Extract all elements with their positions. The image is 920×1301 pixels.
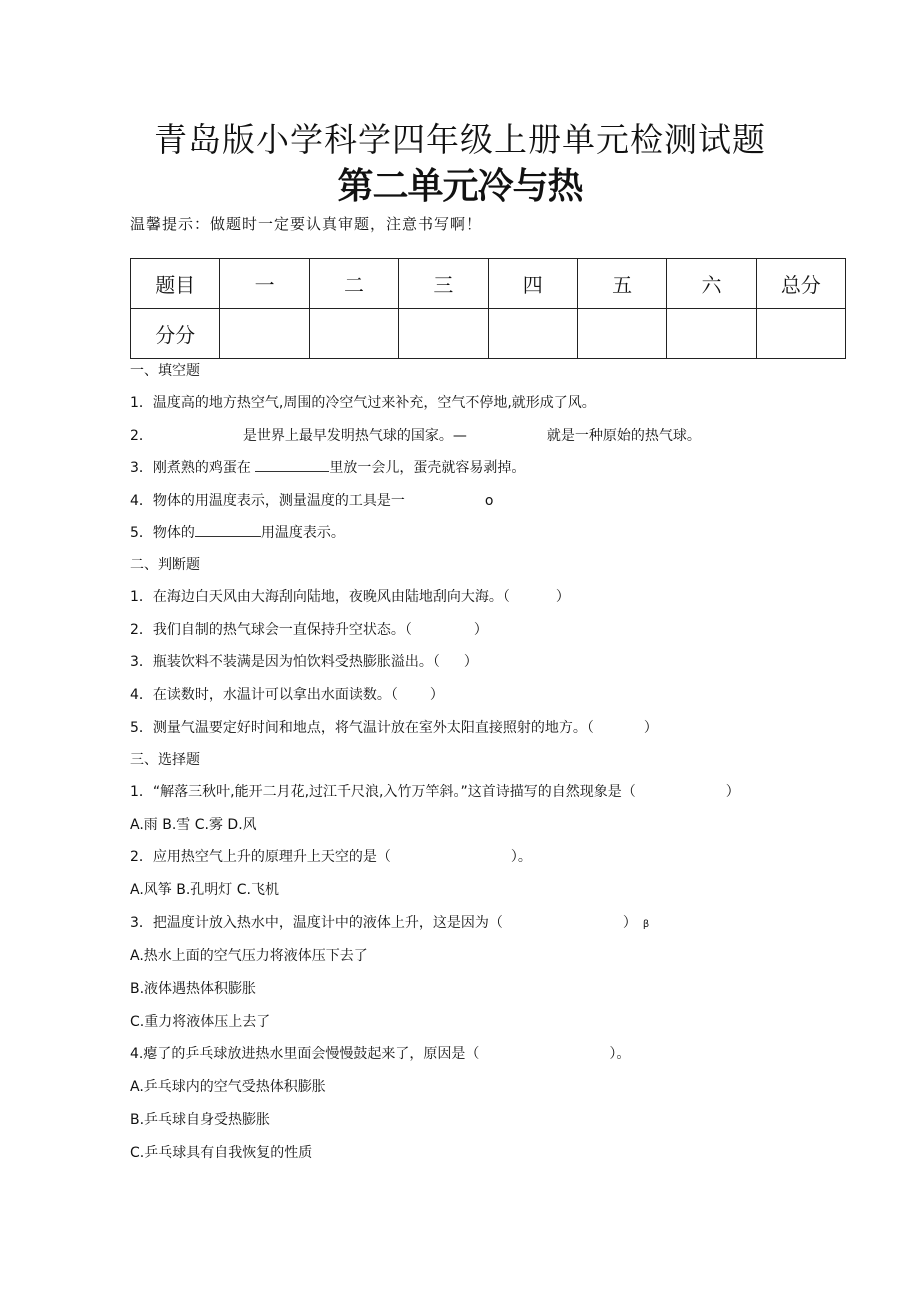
choice-q4-option-b: B.乒乓球自身受热膨胀 [130, 1112, 271, 1128]
section-judge-heading: 二、判断题 [130, 557, 200, 573]
judge-q1-close: ） [555, 589, 570, 605]
fill-q4-text: 4．物体的用温度表示，测量温度的工具是一 [130, 493, 405, 509]
fill-q3-tail: 里放一会儿，蛋壳就容易剥掉。 [329, 460, 526, 476]
main-title: 青岛版小学科学四年级上册单元检测试题 [154, 120, 766, 159]
choice-question-3 [130, 912, 649, 932]
fill-q5-blank[interactable] [195, 524, 261, 537]
judge-question-3 [130, 651, 478, 671]
choice-q4-option-c: C.乒乓球具有自我恢复的性质 [130, 1145, 313, 1161]
score-table [130, 258, 846, 359]
choice-q1-options: A.雨 B.雪 C.雾 D.风 [130, 817, 257, 833]
fill-q2-text: 是世界上最早发明热气球的国家。— [242, 428, 467, 444]
score-cell-6: 六 [667, 259, 756, 309]
score-entry-2[interactable] [309, 309, 398, 359]
judge-q4-text: 4．在读数时，水温计可以拿出水面读数。（ [130, 687, 398, 703]
score-cell-total: 总分 [756, 259, 845, 309]
score-cell-label: 题目 [131, 259, 220, 309]
judge-q4-close: ） [429, 687, 444, 703]
score-cell-1: 一 [220, 259, 309, 309]
score-cell-2: 二 [309, 259, 398, 309]
choice-q2-options: A.风筝 B.孔明灯 C.飞机 [130, 882, 279, 898]
score-entry-1[interactable] [220, 309, 309, 359]
choice-q3-text: 3．把温度计放入热水中，温度计中的液体上升，这是因为（ [130, 915, 503, 931]
fill-q4-tail: o [484, 493, 494, 509]
choice-q3-option-c: C.重力将液体压上去了 [130, 1014, 271, 1030]
fill-question-3 [130, 457, 525, 477]
choice-q4-option-a: A.乒乓球内的空气受热体积膨胀 [130, 1079, 326, 1095]
fill-q5-tail: 用温度表示。 [260, 525, 345, 541]
fill-q3-blank[interactable] [255, 459, 329, 472]
score-row-label: 分分 [131, 309, 220, 359]
fill-q5-text: 5．物体的 [130, 525, 195, 541]
choice-question-2 [130, 846, 532, 866]
score-cell-3: 三 [399, 259, 488, 309]
choice-q3-close: ） [622, 915, 637, 931]
fill-question-4 [130, 490, 493, 510]
choice-q3-option-a: A.热水上面的空气压力将液体压下去了 [130, 948, 368, 964]
judge-q2-text: 2．我们自制的热气球会一直保持升空状态。（ [130, 622, 412, 638]
tip-text: 温馨提示：做题时一定要认真审题，注意书写啊！ [130, 215, 483, 233]
judge-q2-close: ） [473, 622, 488, 638]
judge-q3-close: ） [463, 654, 478, 670]
choice-question-1 [130, 781, 740, 801]
fill-q2-number: 2． [130, 428, 153, 444]
score-entry-total[interactable] [756, 309, 845, 359]
choice-q1-text: 1．“解落三秋叶,能开二月花,过江千尺浪,入竹万竿斜。”这首诗描写的自然现象是（ [130, 784, 636, 800]
choice-question-4 [130, 1043, 630, 1063]
choice-q2-close: ）。 [510, 849, 532, 865]
fill-q2-tail: 就是一种原始的热气球。 [546, 428, 701, 444]
choice-q3-mark: β [642, 919, 650, 930]
section-choice-heading: 三、选择题 [130, 752, 200, 768]
section-fill-heading: 一、填空题 [130, 363, 200, 379]
fill-q3-text: 3．刚煮熟的鸡蛋在 [130, 460, 251, 476]
judge-question-4 [130, 684, 444, 704]
score-cell-4: 四 [488, 259, 577, 309]
score-entry-4[interactable] [488, 309, 577, 359]
fill-question-2 [130, 425, 701, 445]
judge-question-5 [130, 717, 658, 737]
choice-q3-option-b: B.液体遇热体积膨胀 [130, 981, 257, 997]
score-entry-5[interactable] [577, 309, 666, 359]
sub-title: 第二单元冷与热 [337, 166, 583, 207]
choice-q4-text: 4.瘪了的乒乓球放进热水里面会慢慢鼓起来了，原因是（ [130, 1046, 480, 1062]
score-table-header-row [131, 259, 846, 309]
judge-q3-text: 3．瓶装饮料不装满是因为怕饮料受热膨胀溢出。（ [130, 654, 440, 670]
fill-question-5 [130, 522, 345, 542]
score-cell-5: 五 [577, 259, 666, 309]
fill-question-1: 1．温度高的地方热空气,周围的冷空气过来补充，空气不停地,就形成了风。 [130, 395, 596, 411]
judge-q5-close: ） [643, 720, 658, 736]
score-table-score-row [131, 309, 846, 359]
judge-q5-text: 5．测量气温要定好时间和地点，将气温计放在室外太阳直接照射的地方。（ [130, 720, 594, 736]
score-entry-3[interactable] [399, 309, 488, 359]
choice-q2-text: 2．应用热空气上升的原理升上天空的是（ [130, 849, 391, 865]
choice-q1-close: ） [725, 784, 740, 800]
judge-q1-text: 1．在海边白天风由大海刮向陆地，夜晚风由陆地刮向大海。（ [130, 589, 510, 605]
choice-q4-close: ）。 [609, 1046, 631, 1062]
judge-question-1 [130, 586, 570, 606]
judge-question-2 [130, 619, 488, 639]
score-entry-6[interactable] [667, 309, 756, 359]
